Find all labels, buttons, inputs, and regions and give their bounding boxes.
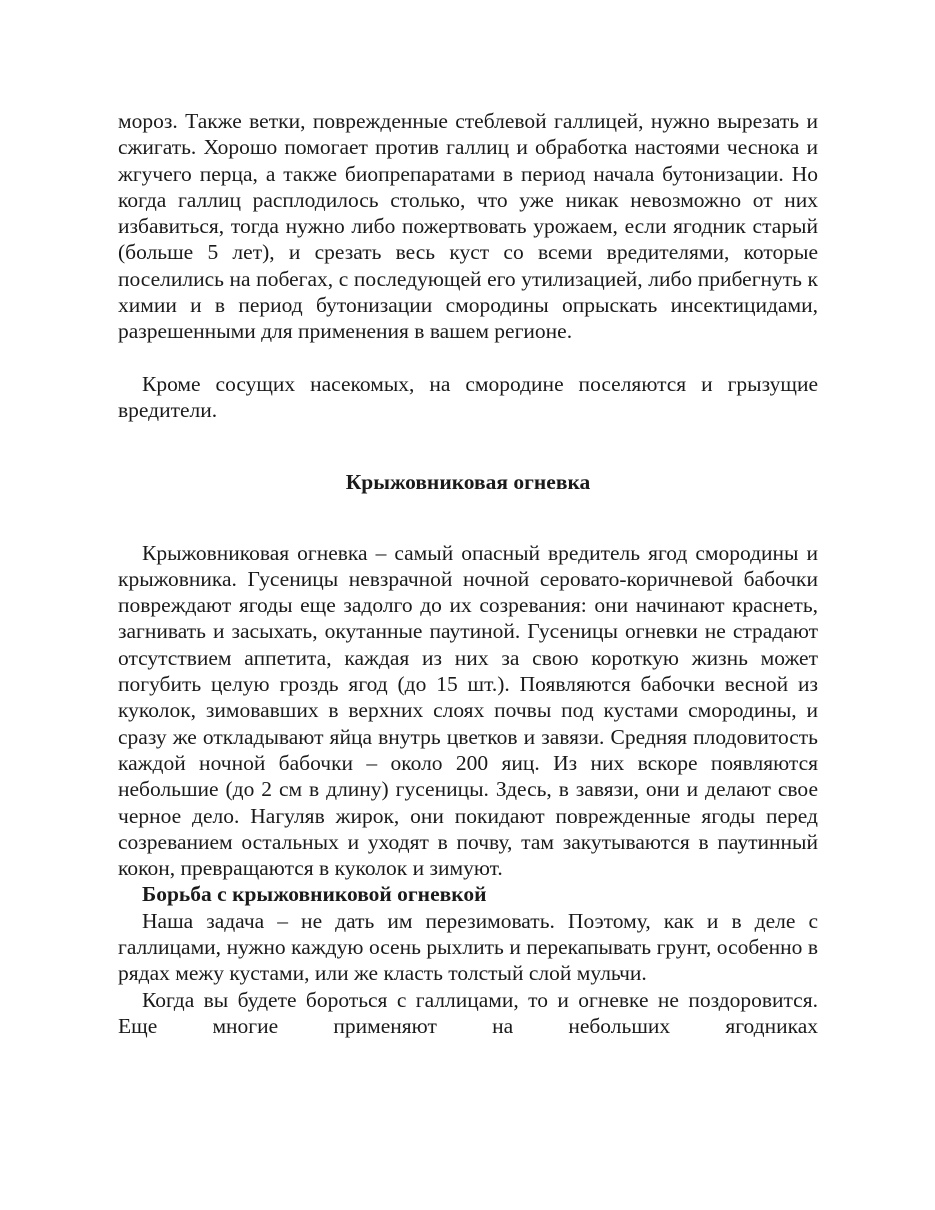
section-heading: Крыжовниковая огневка <box>345 470 591 495</box>
paragraph-control-2: Когда вы будете бороться с галлицами, то и огневке не поздоровится. Еще многие применяют на небольших ягодниках <box>118 987 818 1038</box>
paragraph-gnawing-pests: Кроме сосущих насекомых, на смородине поселяются и грызущие вредители. <box>118 371 818 422</box>
paragraph-gall-midge-control: мороз. Также ветки, поврежденные стеблевой галлицей, нужно вырезать и сжигать. Хорошо помогает против галлиц и обработка настоями чеснока и жгучего перца, а также биопрепаратами в период начала бутонизации. Но когда галлиц расплодилось столько, что уже никак невозможно от них избавиться, тогда нужно либо пожертвовать урожаем, если ягодник старый (больше 5 лет), и срезать весь куст со всеми вредителями, которые поселились на побегах, с последующей его утилизацией, либо прибегнуть к химии и в период бутонизации смородины опрыскать инсектицидами, разрешенными для применения в вашем регионе. <box>118 109 818 344</box>
subheading-moth-control: Борьба с крыжовниковой огневкой <box>142 882 487 907</box>
paragraph-gooseberry-moth: Крыжовниковая огневка – самый опасный вредитель ягод смородины и крыжовника. Гусеницы невзрачной ночной серовато-коричневой бабочки повреждают ягоды еще задолго до их созревания: они начинают краснеть, загнивать и засыхать, окутанные паутиной. Гусеницы огневки не страдают отсутствием аппетита, каждая из них за свою короткую жизнь может погубить целую гроздь ягод (до 15 шт.). Появляются бабочки весной из куколок, зимовавших в верхних слоях почвы под кустами смородины, и сразу же откладывают яйца внутрь цветков и завязи. Средняя плодовитость каждой ночной бабочки – около 200 яиц. Из них вскоре появляются небольшие (до 2 см в длину) гусеницы. Здесь, в завязи, они и делают свое черное дело. Нагуляв жирок, они покидают поврежденные ягоды перед созреванием остальных и уходят в почву, там закутываются в паутинный кокон, превращаются в куколок и зимуют. <box>118 540 818 881</box>
document-page <box>118 108 818 1039</box>
paragraph-control-1: Наша задача – не дать им перезимовать. Поэтому, как и в деле с галлицами, нужно каждую осень рыхлить и перекапывать грунт, особенно в рядах межу кустами, или же класть толстый слой мульчи. <box>118 908 818 986</box>
